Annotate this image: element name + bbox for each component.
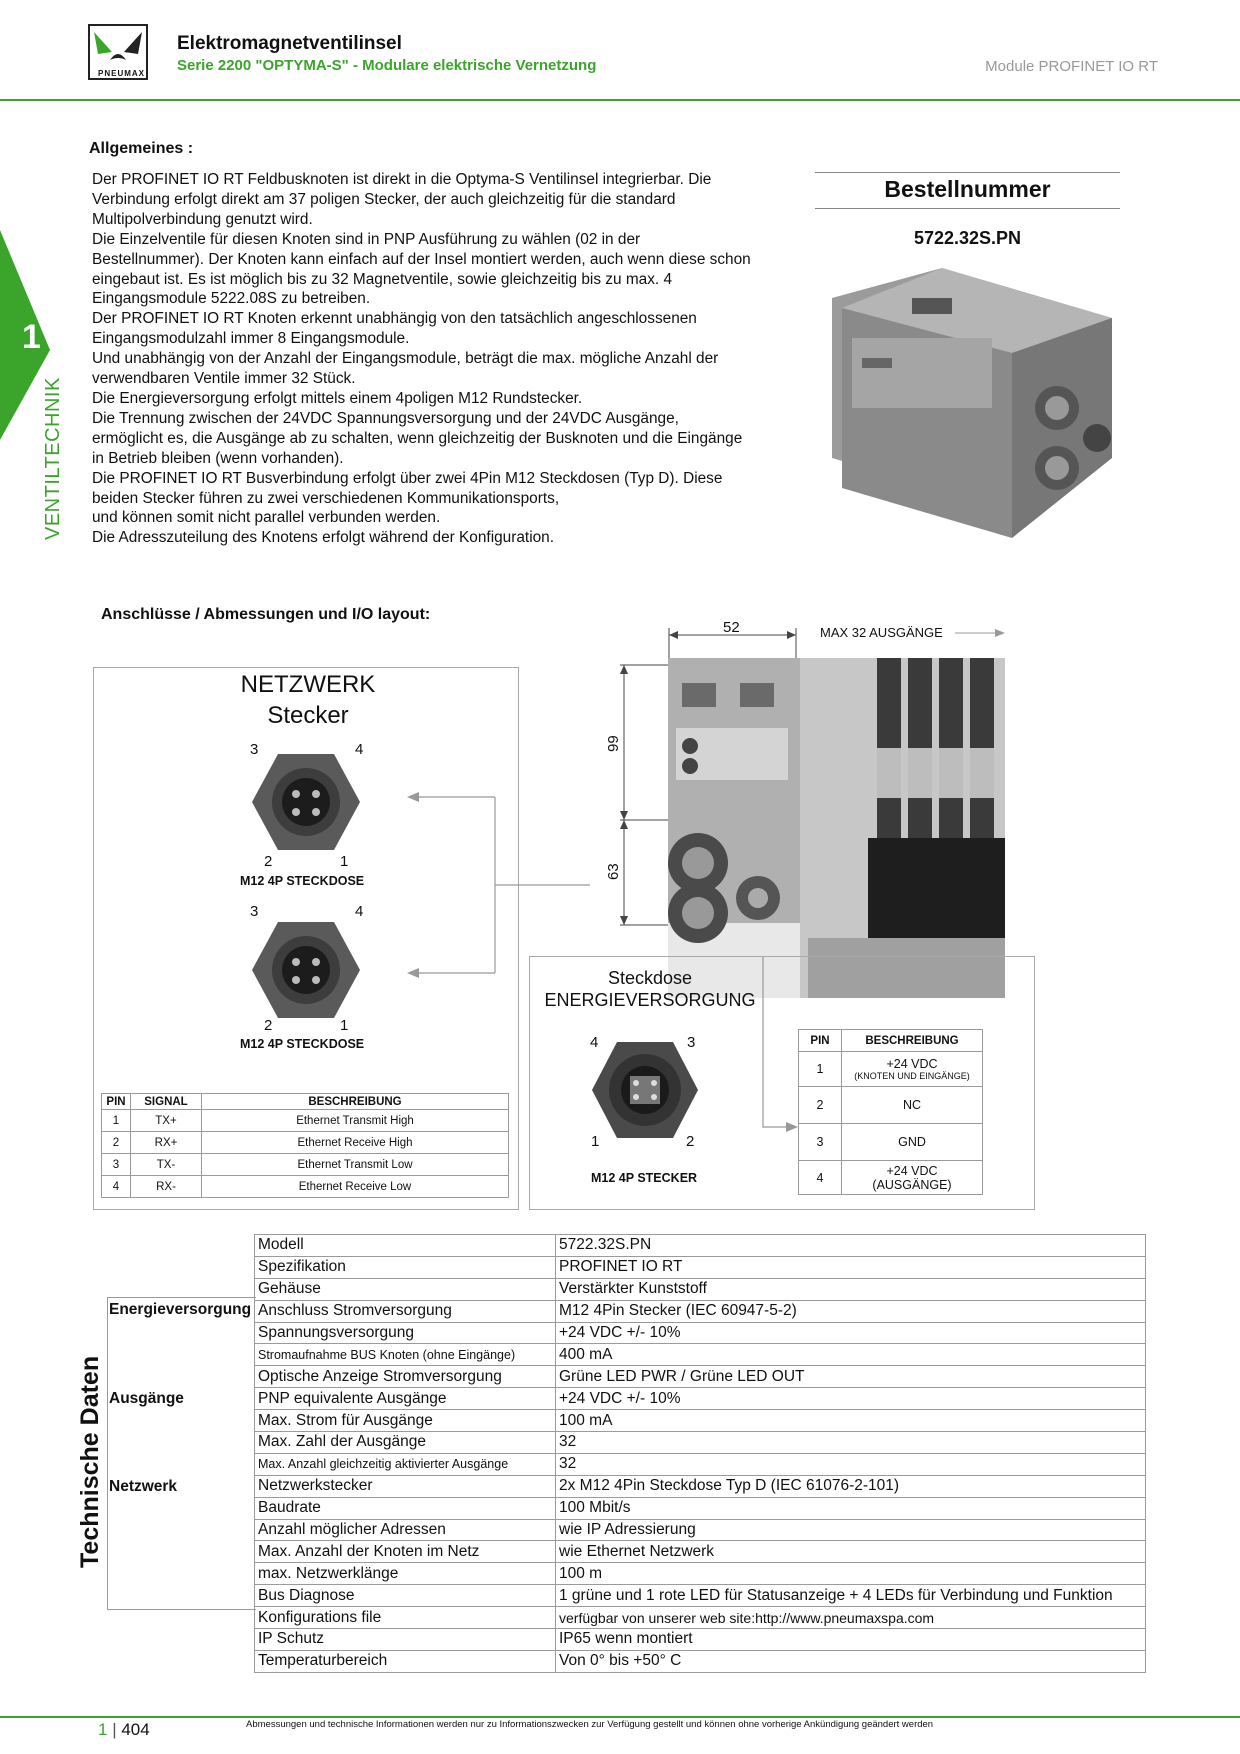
table-row	[255, 1629, 1146, 1651]
cell: 3	[799, 1124, 842, 1161]
spec-key: Max. Strom für Ausgänge	[255, 1410, 556, 1432]
cell: 1	[799, 1052, 842, 1087]
max-outputs-label: MAX 32 AUSGÄNGE	[820, 625, 943, 640]
pin-label: 4	[355, 903, 364, 920]
cell: NC	[842, 1087, 983, 1124]
intro-line: Die Energieversorgung erfolgt mittels einem 4poligen M12 Rundstecker.	[92, 389, 583, 407]
table-row	[255, 1541, 1146, 1563]
intro-line: Die Einzelventile für diesen Knoten sind in PNP Ausführung zu wählen (02 in der	[92, 230, 641, 248]
chapter-number: 1	[22, 318, 41, 356]
cell: 2	[102, 1132, 131, 1154]
spec-key: Max. Anzahl gleichzeitig aktivierter Ausgänge	[255, 1453, 556, 1475]
network-subtitle: Stecker	[267, 702, 349, 729]
m12-socket-1-icon	[250, 752, 362, 852]
spec-key: Netzwerkstecker	[255, 1475, 556, 1497]
pin-label: 4	[590, 1034, 599, 1051]
diagram-title: Anschlüsse / Abmessungen und I/O layout:	[101, 606, 431, 623]
spec-value: 32	[556, 1453, 1146, 1475]
spec-value: 5722.32S.PN	[556, 1235, 1146, 1257]
table-row	[255, 1322, 1146, 1344]
spec-key: Spezifikation	[255, 1256, 556, 1278]
power-arrow	[755, 955, 800, 1135]
group-label-power: Energieversorgung	[109, 1301, 252, 1318]
group-label-network: Netzwerk	[109, 1478, 178, 1495]
spec-value: Grüne LED PWR / Grüne LED OUT	[556, 1366, 1146, 1388]
col-header: PIN	[799, 1030, 842, 1052]
page-number: 1 | 404	[98, 1720, 150, 1739]
cell: Ethernet Transmit Low	[202, 1154, 509, 1176]
m12-socket-2-icon	[250, 920, 362, 1020]
pin-label: 1	[591, 1133, 600, 1150]
spec-key: Spannungsversorgung	[255, 1322, 556, 1344]
table-row	[255, 1607, 1146, 1629]
spec-value: PROFINET IO RT	[556, 1256, 1146, 1278]
cell	[842, 1052, 983, 1087]
table-row	[799, 1124, 983, 1161]
footer-rule	[0, 1716, 1240, 1718]
cell: TX-	[131, 1154, 202, 1176]
footer-disclaimer: Abmessungen und technische Informationen werden nur zu Informationszwecken zur Verfügung gestellt und können ohne vorherige Ankündigung geändert werden	[246, 1719, 934, 1730]
cell: 2	[799, 1087, 842, 1124]
logo-text: PNEUMAX	[98, 69, 146, 78]
tech-data-table	[254, 1234, 1146, 1673]
cell: Ethernet Receive Low	[202, 1176, 509, 1198]
cell: RX+	[131, 1132, 202, 1154]
intro-line: Die PROFINET IO RT Busverbindung erfolgt über zwei 4Pin M12 Steckdosen (Typ D). Diese	[92, 469, 723, 487]
pin-label: 2	[264, 1017, 273, 1034]
footer-page: 404	[121, 1720, 150, 1739]
table-row	[255, 1563, 1146, 1585]
pin-label: 1	[340, 1017, 349, 1034]
intro-text	[92, 170, 812, 548]
m12-plug-icon	[590, 1040, 700, 1140]
intro-line: Die Trennung zwischen der 24VDC Spannungsversorgung und der 24VDC Ausgänge,	[92, 409, 679, 427]
dim-height-1: 99	[605, 735, 622, 752]
table-row	[255, 1453, 1146, 1475]
intro-line: Und unabhängig von der Anzahl der Eingangsmodule, beträgt die max. mögliche Anzahl der	[92, 350, 719, 368]
spec-value: 100 m	[556, 1563, 1146, 1585]
spec-value: verfügbar von unserer web site:http://www.pneumaxspa.com	[556, 1607, 1146, 1629]
pin-label: 1	[340, 853, 349, 870]
intro-line: verwendbaren Ventile immer 32 Stück.	[92, 370, 356, 388]
signal-table	[101, 1093, 509, 1198]
module-label: Module PROFINET IO RT	[985, 58, 1158, 75]
spec-key: Anzahl möglicher Adressen	[255, 1519, 556, 1541]
table-row	[255, 1497, 1146, 1519]
spec-key: Stromaufnahme BUS Knoten (ohne Eingänge)	[255, 1344, 556, 1366]
spec-value: 100 mA	[556, 1410, 1146, 1432]
spec-key: Max. Anzahl der Knoten im Netz	[255, 1541, 556, 1563]
cell: RX-	[131, 1176, 202, 1198]
cell: +24 VDC (AUSGÄNGE)	[842, 1161, 983, 1195]
cell-text: +24 VDC	[886, 1057, 938, 1071]
cell: Ethernet Receive High	[202, 1132, 509, 1154]
cell: 1	[102, 1110, 131, 1132]
table-row	[799, 1087, 983, 1124]
table-row	[255, 1344, 1146, 1366]
spec-value: IP65 wenn montiert	[556, 1629, 1146, 1651]
spec-value: Von 0° bis +50° C	[556, 1650, 1146, 1672]
spec-value: M12 4Pin Stecker (IEC 60947-5-2)	[556, 1300, 1146, 1322]
spec-key: PNP equivalente Ausgänge	[255, 1388, 556, 1410]
table-row	[255, 1519, 1146, 1541]
intro-line: Verbindung erfolgt direkt am 37 poligen Stecker, der auch gleichzeitig für die standard	[92, 190, 676, 208]
header-rule	[0, 99, 1240, 101]
spec-value: +24 VDC +/- 10%	[556, 1322, 1146, 1344]
pin-label: 2	[264, 853, 273, 870]
spec-value: 2x M12 4Pin Steckdose Typ D (IEC 61076-2-101)	[556, 1475, 1146, 1497]
intro-line: Eingangsmodulzahl immer 8 Eingangsmodule.	[92, 330, 410, 348]
order-number: 5722.32S.PN	[913, 228, 1022, 248]
footer-chapter: 1	[98, 1720, 108, 1739]
table-row	[255, 1235, 1146, 1257]
cell: 4	[102, 1176, 131, 1198]
pin-label: 3	[687, 1034, 696, 1051]
page-title: Elektromagnetventilinsel	[177, 33, 402, 54]
cell: GND	[842, 1124, 983, 1161]
table-row	[102, 1110, 509, 1132]
intro-line: beiden Stecker führen zu zwei verschiedenen Kommunikationsports,	[92, 489, 560, 507]
table-row	[255, 1432, 1146, 1454]
col-header: BESCHREIBUNG	[202, 1094, 509, 1110]
group-label-outputs: Ausgänge	[109, 1390, 184, 1407]
chapter-label: VENTILTECHNIK	[42, 377, 64, 540]
intro-line: in Betrieb bleiben (wenn vorhanden).	[92, 449, 344, 467]
spec-value: wie Ethernet Netzwerk	[556, 1541, 1146, 1563]
dim-width: 52	[723, 619, 740, 636]
plug-caption: M12 4P STECKER	[591, 1171, 698, 1185]
power-title: Steckdose	[607, 968, 693, 988]
page-subtitle: Serie 2200 "OPTYMA-S" - Modulare elektrische Vernetzung	[177, 57, 597, 74]
intro-line: Der PROFINET IO RT Knoten erkennt unabhängig von den tatsächlich angeschlossenen	[92, 310, 697, 328]
cell: Ethernet Transmit High	[202, 1110, 509, 1132]
cell-note: (KNOTEN UND EINGÄNGE)	[854, 1071, 970, 1081]
table-row	[102, 1154, 509, 1176]
col-header: PIN	[102, 1094, 131, 1110]
table-row	[255, 1475, 1146, 1497]
col-header: SIGNAL	[131, 1094, 202, 1110]
spec-key: Temperaturbereich	[255, 1650, 556, 1672]
spec-value: wie IP Adressierung	[556, 1519, 1146, 1541]
intro-line: und können somit nicht parallel verbunden werden.	[92, 509, 441, 527]
spec-value: Verstärkter Kunststoff	[556, 1278, 1146, 1300]
table-row	[255, 1410, 1146, 1432]
table-row	[102, 1176, 509, 1198]
intro-line: Eingangsmodule 5222.08S zu betreiben.	[92, 290, 371, 308]
spec-key: Modell	[255, 1235, 556, 1257]
table-row	[255, 1388, 1146, 1410]
spec-key: Optische Anzeige Stromversorgung	[255, 1366, 556, 1388]
product-photo	[822, 258, 1122, 554]
spec-value: 100 Mbit/s	[556, 1497, 1146, 1519]
spec-value: 32	[556, 1432, 1146, 1454]
group-column	[107, 1297, 256, 1610]
power-subtitle: ENERGIEVERSORGUNG	[544, 990, 756, 1010]
table-row	[799, 1052, 983, 1087]
socket-caption: M12 4P STECKDOSE	[240, 1037, 365, 1051]
order-title: Bestellnummer	[884, 176, 1051, 202]
spec-key: Baudrate	[255, 1497, 556, 1519]
intro-line: Der PROFINET IO RT Feldbusknoten ist direkt in die Optyma-S Ventilinsel integrierbar. Die	[92, 171, 712, 188]
spec-value: 1 grüne und 1 rote LED für Statusanzeige + 4 LEDs für Verbindung und Funktion	[556, 1585, 1146, 1607]
network-title: NETZWERK	[240, 671, 376, 698]
order-rule-bottom	[815, 208, 1120, 209]
pin-label: 3	[250, 741, 259, 758]
device-drawing	[668, 658, 1005, 998]
table-row	[799, 1161, 983, 1195]
pin-label: 4	[355, 741, 364, 758]
table-row	[255, 1256, 1146, 1278]
spec-value: +24 VDC +/- 10%	[556, 1388, 1146, 1410]
dim-height-2: 63	[605, 863, 622, 880]
intro-line: Bestellnummer). Der Knoten kann einfach auf der Insel montiert werden, auch wenn diese schon	[92, 250, 751, 268]
spec-key: Gehäuse	[255, 1278, 556, 1300]
spec-value: 400 mA	[556, 1344, 1146, 1366]
cell: 4	[799, 1161, 842, 1195]
table-row	[255, 1585, 1146, 1607]
table-row	[255, 1278, 1146, 1300]
power-table	[798, 1029, 983, 1195]
spec-key: Bus Diagnose	[255, 1585, 556, 1607]
table-row	[255, 1366, 1146, 1388]
cell: 3	[102, 1154, 131, 1176]
spec-key: Max. Zahl der Ausgänge	[255, 1432, 556, 1454]
spec-key: Anschluss Stromversorgung	[255, 1300, 556, 1322]
intro-line: eingebaut ist. Es ist möglich bis zu 32 Magnetventile, sowie gleichzeitig bis zu max. 4	[92, 270, 673, 288]
cell: TX+	[131, 1110, 202, 1132]
table-row	[102, 1132, 509, 1154]
spec-key: Konfigurations file	[255, 1607, 556, 1629]
spec-key: IP Schutz	[255, 1629, 556, 1651]
table-row	[255, 1300, 1146, 1322]
pin-label: 3	[250, 903, 259, 920]
intro-line: Multipolverbindung genutzt wird.	[92, 210, 313, 228]
pin-label: 2	[686, 1133, 695, 1150]
col-header: BESCHREIBUNG	[842, 1030, 983, 1052]
intro-line: ermöglicht es, die Ausgänge ab zu schalten, wenn gleichzeitig der Busknoten und die Eingänge	[92, 429, 743, 447]
order-rule-top	[815, 172, 1120, 173]
table-row	[255, 1650, 1146, 1672]
spec-key: max. Netzwerklänge	[255, 1563, 556, 1585]
intro-line: Die Adresszuteilung des Knotens erfolgt während der Konfiguration.	[92, 529, 555, 547]
socket-caption: M12 4P STECKDOSE	[240, 874, 365, 888]
intro-title: Allgemeines :	[89, 140, 194, 157]
tech-data-title: Technische Daten	[76, 1355, 104, 1568]
